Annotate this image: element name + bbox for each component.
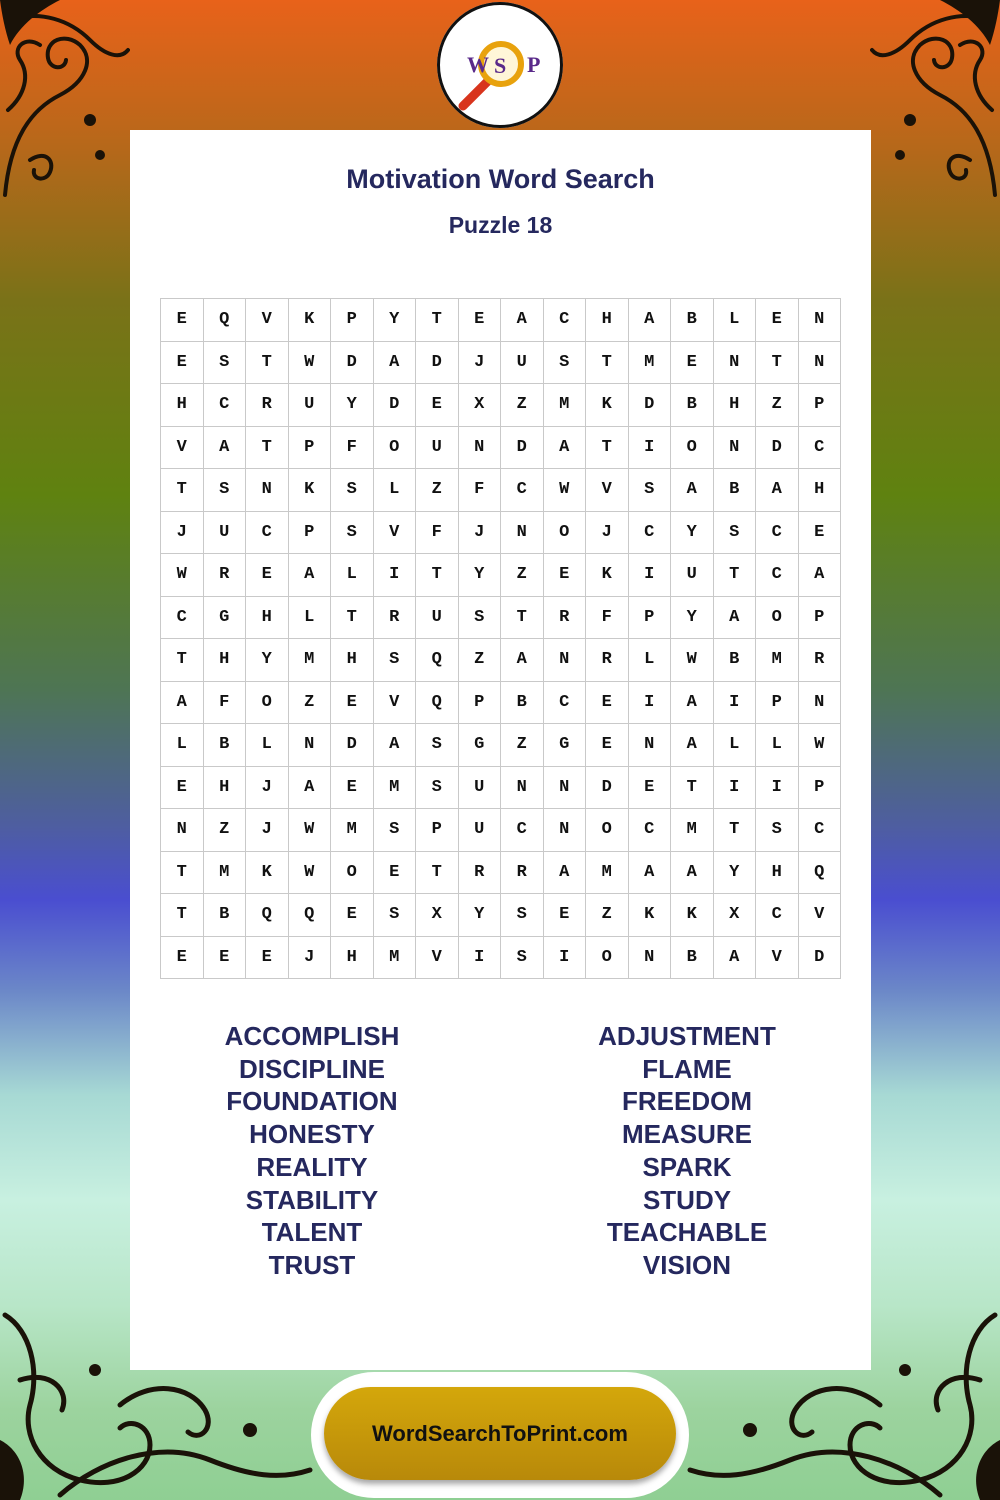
grid-cell[interactable]: E [586,724,629,767]
grid-cell[interactable]: Z [204,809,247,852]
grid-cell[interactable]: A [501,299,544,342]
grid-cell[interactable]: K [246,852,289,895]
word-list-right [587,1020,787,1282]
grid-cell[interactable]: E [586,682,629,725]
grid-cell[interactable]: S [416,724,459,767]
grid-cell[interactable]: F [586,597,629,640]
ornament-top-left [0,0,130,200]
grid-cell[interactable]: L [374,469,417,512]
grid-cell[interactable]: T [161,469,204,512]
grid-cell[interactable]: Q [416,682,459,725]
grid-cell[interactable]: M [544,384,587,427]
grid-cell[interactable]: T [331,597,374,640]
ornament-top-right [870,0,1000,200]
grid-cell[interactable]: P [331,299,374,342]
grid-cell[interactable]: O [246,682,289,725]
grid-cell[interactable]: J [289,937,332,980]
grid-cell[interactable]: Z [501,724,544,767]
grid-cell[interactable]: A [374,342,417,385]
grid-cell[interactable]: H [161,384,204,427]
grid-cell[interactable]: A [204,427,247,470]
grid-cell[interactable]: C [756,554,799,597]
grid-cell[interactable]: D [629,384,672,427]
grid-cell[interactable]: S [374,639,417,682]
word-list-item: ACCOMPLISH [224,1021,400,1051]
grid-cell[interactable]: L [331,554,374,597]
grid-cell[interactable]: K [671,894,714,937]
grid-cell[interactable]: N [629,724,672,767]
grid-cell[interactable]: T [161,894,204,937]
word-list-item: REALITY [256,1151,368,1182]
grid-cell[interactable]: L [629,639,672,682]
grid-cell[interactable]: C [629,512,672,555]
grid-cell[interactable]: K [289,469,332,512]
grid-cell[interactable]: T [161,852,204,895]
grid-cell[interactable]: Y [671,512,714,555]
grid-cell[interactable]: Y [459,554,502,597]
grid-cell[interactable]: U [416,597,459,640]
grid-cell[interactable]: J [459,512,502,555]
grid-cell[interactable]: N [544,767,587,810]
grid-cell[interactable]: S [331,469,374,512]
grid-cell[interactable]: A [374,724,417,767]
grid-cell[interactable]: S [501,894,544,937]
grid-cell[interactable]: R [374,597,417,640]
grid-cell[interactable]: I [459,937,502,980]
grid-cell[interactable]: B [671,384,714,427]
grid-cell[interactable]: D [756,427,799,470]
grid-cell[interactable]: C [544,682,587,725]
grid-cell[interactable]: O [756,597,799,640]
grid-cell[interactable]: A [289,767,332,810]
grid-cell[interactable]: Q [799,852,842,895]
word-list-item: FOUNDATION [226,1086,398,1117]
grid-cell[interactable]: C [756,512,799,555]
logo-letter-s: S [494,53,507,78]
grid-cell[interactable]: B [204,724,247,767]
grid-cell[interactable]: K [586,554,629,597]
grid-cell[interactable]: B [714,639,757,682]
word-list-item: TRUST [268,1249,356,1280]
grid-cell[interactable]: N [629,937,672,980]
grid-cell[interactable]: M [374,937,417,980]
grid-cell[interactable]: C [544,299,587,342]
grid-cell[interactable]: W [799,724,842,767]
grid-cell[interactable]: L [246,724,289,767]
grid-cell[interactable]: X [714,894,757,937]
grid-cell[interactable]: Y [714,852,757,895]
grid-cell[interactable]: R [799,639,842,682]
grid-cell[interactable]: S [501,937,544,980]
grid-cell[interactable]: O [586,937,629,980]
grid-cell[interactable]: I [629,427,672,470]
grid-cell[interactable]: N [161,809,204,852]
grid-cell[interactable]: E [331,767,374,810]
grid-cell[interactable]: N [246,469,289,512]
grid-cell[interactable]: A [671,682,714,725]
grid-cell[interactable]: S [204,342,247,385]
grid-cell[interactable]: N [714,427,757,470]
grid-cell[interactable]: I [714,767,757,810]
grid-cell[interactable]: A [714,597,757,640]
letter-grid [160,298,841,979]
grid-cell[interactable]: I [714,682,757,725]
grid-cell[interactable]: E [331,682,374,725]
grid-cell[interactable]: D [416,342,459,385]
grid-cell[interactable]: V [161,427,204,470]
word-list-item: ADJUSTMENT [598,1021,776,1051]
grid-cell[interactable]: H [246,597,289,640]
grid-cell[interactable]: J [246,767,289,810]
grid-cell[interactable]: T [416,299,459,342]
magnifier-icon [437,2,563,128]
grid-cell[interactable]: B [671,937,714,980]
grid-cell[interactable]: T [416,554,459,597]
grid-cell[interactable]: E [246,554,289,597]
grid-cell[interactable]: N [799,342,842,385]
grid-cell[interactable]: M [629,342,672,385]
grid-cell[interactable]: A [799,554,842,597]
grid-cell[interactable]: K [629,894,672,937]
grid-cell[interactable]: D [586,767,629,810]
grid-cell[interactable]: W [289,809,332,852]
grid-cell[interactable]: S [331,512,374,555]
grid-cell[interactable]: P [289,512,332,555]
grid-cell[interactable]: T [671,767,714,810]
grid-cell[interactable]: G [204,597,247,640]
grid-cell[interactable]: E [161,342,204,385]
grid-cell[interactable]: P [756,682,799,725]
grid-cell[interactable]: P [289,427,332,470]
grid-cell[interactable]: S [416,767,459,810]
grid-cell[interactable]: A [671,724,714,767]
grid-cell[interactable]: X [416,894,459,937]
grid-cell[interactable]: A [671,469,714,512]
grid-cell[interactable]: Q [289,894,332,937]
grid-cell[interactable]: W [289,852,332,895]
grid-cell[interactable]: R [246,384,289,427]
grid-cell[interactable]: Z [289,682,332,725]
grid-cell[interactable]: N [459,427,502,470]
word-list-item: STUDY [642,1184,732,1215]
word-list-item: DISCIPLINE [239,1053,385,1084]
grid-cell[interactable]: P [799,384,842,427]
puzzle-number: Puzzle 18 [448,212,553,238]
grid-cell[interactable]: L [161,724,204,767]
grid-cell[interactable]: U [671,554,714,597]
grid-cell[interactable]: E [161,767,204,810]
grid-cell[interactable]: P [629,597,672,640]
grid-cell[interactable]: M [756,639,799,682]
grid-cell[interactable]: S [374,894,417,937]
grid-cell[interactable]: Z [586,894,629,937]
grid-cell[interactable]: I [544,937,587,980]
grid-cell[interactable]: V [586,469,629,512]
word-list-item: FREEDOM [622,1086,752,1117]
grid-cell[interactable]: T [756,342,799,385]
grid-cell[interactable]: D [799,937,842,980]
word-list-item: SPARK [642,1151,732,1182]
grid-cell[interactable]: S [374,809,417,852]
grid-cell[interactable]: E [544,894,587,937]
grid-cell[interactable]: E [374,852,417,895]
logo-letter-p: P [527,52,541,77]
grid-cell[interactable]: J [586,512,629,555]
grid-cell[interactable]: T [586,342,629,385]
word-list-item: FLAME [642,1053,732,1084]
footer-badge [311,1372,689,1498]
grid-cell[interactable]: V [416,937,459,980]
grid-cell[interactable]: A [756,469,799,512]
grid-cell[interactable]: L [756,724,799,767]
grid-cell[interactable]: B [501,682,544,725]
grid-cell[interactable]: T [246,427,289,470]
grid-cell[interactable]: W [544,469,587,512]
grid-cell[interactable]: Y [459,894,502,937]
word-list-item: TALENT [261,1217,363,1248]
grid-cell[interactable]: H [756,852,799,895]
grid-cell[interactable]: N [544,809,587,852]
grid-cell[interactable]: E [671,342,714,385]
grid-cell[interactable]: U [501,342,544,385]
grid-cell[interactable]: E [331,894,374,937]
grid-cell[interactable]: M [331,809,374,852]
grid-cell[interactable]: D [501,427,544,470]
grid-cell[interactable]: K [586,384,629,427]
site-logo[interactable] [437,2,563,128]
grid-cell[interactable]: O [544,512,587,555]
grid-cell[interactable]: D [374,384,417,427]
grid-cell[interactable]: O [671,427,714,470]
grid-cell[interactable]: T [416,852,459,895]
grid-cell[interactable]: Z [416,469,459,512]
grid-cell[interactable]: U [459,809,502,852]
grid-cell[interactable]: C [799,427,842,470]
grid-cell[interactable]: Q [204,299,247,342]
grid-cell[interactable]: D [331,342,374,385]
grid-cell[interactable]: X [459,384,502,427]
grid-cell[interactable]: I [756,767,799,810]
grid-cell[interactable]: Z [501,554,544,597]
grid-cell[interactable]: N [289,724,332,767]
grid-cell[interactable]: E [416,384,459,427]
grid-cell[interactable]: E [756,299,799,342]
grid-cell[interactable]: G [544,724,587,767]
grid-cell[interactable]: A [544,852,587,895]
grid-cell[interactable]: T [714,554,757,597]
grid-cell[interactable]: E [161,937,204,980]
grid-cell[interactable]: B [204,894,247,937]
grid-cell[interactable]: O [374,427,417,470]
word-list-item: VISION [642,1249,732,1280]
grid-cell[interactable]: H [586,299,629,342]
grid-cell[interactable]: A [501,639,544,682]
grid-cell[interactable]: M [289,639,332,682]
grid-cell[interactable]: V [374,512,417,555]
grid-cell[interactable]: C [629,809,672,852]
website-link-label: WordSearchToPrint.com [372,1420,628,1446]
grid-cell[interactable]: C [161,597,204,640]
grid-cell[interactable]: Z [756,384,799,427]
grid-cell[interactable]: I [629,554,672,597]
word-list-left [212,1020,412,1282]
grid-cell[interactable]: E [204,937,247,980]
grid-cell[interactable]: T [501,597,544,640]
word-list-item: MEASURE [621,1119,752,1150]
grid-cell[interactable]: P [416,809,459,852]
grid-cell[interactable]: P [799,767,842,810]
grid-cell[interactable]: U [289,384,332,427]
grid-cell[interactable]: S [756,809,799,852]
grid-cell[interactable]: A [289,554,332,597]
grid-cell[interactable]: B [671,299,714,342]
grid-cell[interactable]: R [544,597,587,640]
grid-cell[interactable]: C [204,384,247,427]
grid-cell[interactable]: O [586,809,629,852]
grid-cell[interactable]: O [331,852,374,895]
grid-cell[interactable]: Z [501,384,544,427]
grid-cell[interactable]: E [629,767,672,810]
grid-cell[interactable]: E [246,937,289,980]
grid-cell[interactable]: M [671,809,714,852]
grid-cell[interactable]: C [756,894,799,937]
grid-cell[interactable]: J [161,512,204,555]
grid-cell[interactable]: Q [416,639,459,682]
grid-cell[interactable]: L [714,299,757,342]
grid-cell[interactable]: E [459,299,502,342]
grid-cell[interactable]: C [799,809,842,852]
grid-cell[interactable]: I [374,554,417,597]
grid-cell[interactable]: S [204,469,247,512]
grid-cell[interactable]: J [459,342,502,385]
grid-cell[interactable]: Y [374,299,417,342]
grid-cell[interactable]: R [459,852,502,895]
grid-cell[interactable]: U [459,767,502,810]
grid-cell[interactable]: N [799,299,842,342]
grid-cell[interactable]: H [799,469,842,512]
grid-cell[interactable]: R [586,639,629,682]
grid-cell[interactable]: S [544,342,587,385]
grid-cell[interactable]: L [714,724,757,767]
grid-cell[interactable]: B [714,469,757,512]
website-link-button[interactable] [324,1387,676,1480]
grid-cell[interactable]: U [416,427,459,470]
grid-cell[interactable]: A [671,852,714,895]
grid-cell[interactable]: H [331,639,374,682]
grid-cell[interactable]: S [629,469,672,512]
grid-cell[interactable]: M [204,852,247,895]
grid-cell[interactable]: E [161,299,204,342]
grid-cell[interactable]: H [331,937,374,980]
grid-cell[interactable]: G [459,724,502,767]
grid-cell[interactable]: W [161,554,204,597]
grid-cell[interactable]: T [246,342,289,385]
grid-cell[interactable]: S [714,512,757,555]
grid-cell[interactable]: C [501,809,544,852]
grid-cell[interactable]: V [756,937,799,980]
grid-cell[interactable]: C [501,469,544,512]
grid-cell[interactable]: H [204,639,247,682]
grid-cell[interactable]: M [374,767,417,810]
puzzle-sheet [130,130,871,1370]
grid-cell[interactable]: T [714,809,757,852]
grid-cell[interactable]: V [246,299,289,342]
grid-cell[interactable]: F [459,469,502,512]
word-list-item: STABILITY [245,1184,379,1215]
grid-cell[interactable]: H [714,384,757,427]
grid-cell[interactable]: Y [331,384,374,427]
grid-cell[interactable]: Q [246,894,289,937]
grid-cell[interactable]: D [331,724,374,767]
grid-cell[interactable]: F [204,682,247,725]
grid-cell[interactable]: A [714,937,757,980]
logo-letter-w: W [467,52,489,77]
grid-cell[interactable]: K [289,299,332,342]
grid-cell[interactable]: N [544,639,587,682]
grid-cell[interactable]: N [501,512,544,555]
grid-cell[interactable]: E [799,512,842,555]
grid-cell[interactable]: C [246,512,289,555]
grid-cell[interactable]: A [161,682,204,725]
grid-cell[interactable]: A [629,852,672,895]
grid-cell[interactable]: T [586,427,629,470]
grid-cell[interactable]: Z [459,639,502,682]
grid-cell[interactable]: S [459,597,502,640]
page-title: Motivation Word Search [346,164,655,194]
grid-cell[interactable]: N [714,342,757,385]
grid-cell[interactable]: J [246,809,289,852]
grid-cell[interactable]: R [204,554,247,597]
grid-cell[interactable]: E [544,554,587,597]
grid-cell[interactable]: V [374,682,417,725]
grid-cell[interactable]: P [459,682,502,725]
grid-cell[interactable]: U [204,512,247,555]
grid-cell[interactable]: T [161,639,204,682]
grid-cell[interactable]: A [629,299,672,342]
grid-cell[interactable]: H [204,767,247,810]
grid-cell[interactable]: Y [671,597,714,640]
grid-cell[interactable]: P [799,597,842,640]
word-list-item: TEACHABLE [606,1217,768,1248]
grid-cell[interactable]: N [501,767,544,810]
grid-cell[interactable]: W [671,639,714,682]
grid-cell[interactable]: N [799,682,842,725]
grid-cell[interactable]: W [289,342,332,385]
grid-cell[interactable]: R [501,852,544,895]
grid-cell[interactable]: M [586,852,629,895]
grid-cell[interactable]: I [629,682,672,725]
grid-cell[interactable]: Y [246,639,289,682]
grid-cell[interactable]: F [331,427,374,470]
grid-cell[interactable]: V [799,894,842,937]
grid-cell[interactable]: F [416,512,459,555]
grid-cell[interactable]: A [544,427,587,470]
grid-cell[interactable]: L [289,597,332,640]
word-list-item: HONESTY [249,1119,375,1150]
